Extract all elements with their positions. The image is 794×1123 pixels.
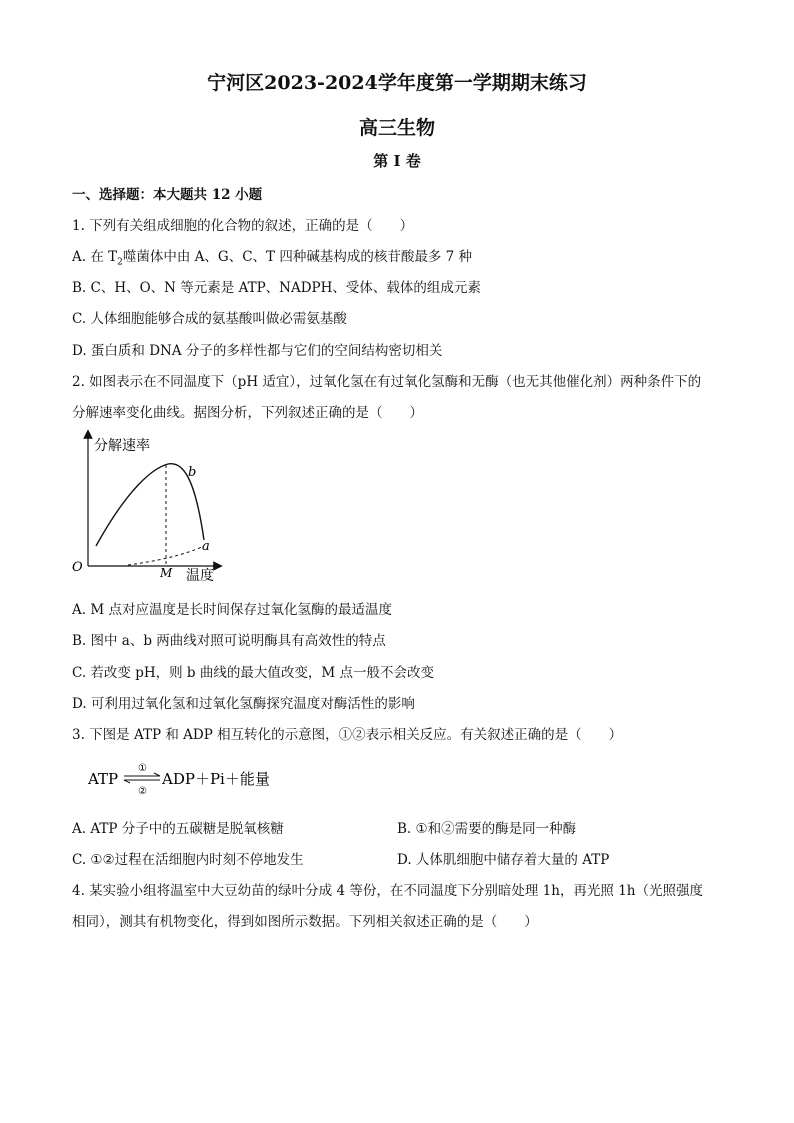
equation-right: ADP＋Pi＋能量 (162, 770, 270, 788)
q4-stem-line1: 4. 某实验小组将温室中大豆幼苗的绿叶分成 4 等份，在不同温度下分别暗处理 1h，再光照 1h（光照强度 (72, 883, 703, 899)
q1-option-a-sub: 2 (117, 257, 123, 268)
equation-top-arrow-label: ① (138, 763, 147, 774)
q4-stem-line2: 相同），测其有机物变化，得到如图所示数据。下列相关叙述正确的是（ ） (72, 914, 538, 930)
volume-label: 第 I 卷 (373, 152, 421, 170)
q2-option-d: D. 可利用过氧化氢和过氧化氢酶探究温度对酶活性的影响 (72, 696, 415, 712)
point-m-label: M (160, 566, 173, 580)
q3-option-d: D. 人体肌细胞中储存着大量的 ATP (397, 852, 610, 868)
q2-stem-line2: 分解速率变化曲线。据图分析，下列叙述正确的是（ ） (72, 405, 423, 421)
q3-stem: 3. 下图是 ATP 和 ADP 相互转化的示意图，①②表示相关反应。有关叙述正确的是（ ） (72, 727, 623, 743)
origin-label: O (72, 560, 83, 575)
q3-atp-adp-equation (84, 758, 304, 798)
curve-a (128, 547, 202, 565)
q1-option-b: B. C、H、O、N 等元素是 ATP、NADPH、受体、载体的组成元素 (72, 280, 481, 296)
q1-option-a (72, 245, 472, 268)
exam-title: 宁河区2023-2024学年度第一学期期末练习 (207, 72, 587, 94)
curve-a-label: a (202, 539, 210, 554)
subject-title: 高三生物 (358, 117, 435, 139)
q3-option-a: A. ATP 分子中的五碳糖是脱氧核糖 (72, 821, 284, 837)
q1-option-d: D. 蛋白质和 DNA 分子的多样性都与它们的空间结构密切相关 (72, 343, 443, 359)
q2-rate-temperature-graph (68, 428, 228, 588)
q1-stem: 1. 下列有关组成细胞的化合物的叙述，正确的是（ ） (72, 218, 414, 234)
q2-option-c: C. 若改变 pH，则 b 曲线的最大值改变，M 点一般不会改变 (72, 665, 434, 681)
q1-option-c: C. 人体细胞能够合成的氨基酸叫做必需氨基酸 (72, 311, 347, 327)
q1-option-a-post: 噬菌体中由 A、G、C、T 四种碱基构成的核苷酸最多 7 种 (122, 249, 472, 265)
section-heading: 一、选择题：本大题共 12 小题 (72, 187, 263, 203)
q1-option-a-pre: A. 在 T (72, 249, 118, 265)
q2-stem-line1: 2. 如图表示在不同温度下（pH 适宜），过氧化氢在有过氧化氢酶和无酶（也无其他催化剂）两种条件下的 (72, 374, 702, 390)
q3-option-c: C. ①②过程在活细胞内时刻不停地发生 (72, 852, 304, 868)
y-axis-label: 分解速率 (94, 438, 150, 454)
equation-bottom-arrow-label: ② (138, 786, 147, 797)
curve-b-label: b (188, 465, 197, 480)
equation-left: ATP (88, 770, 119, 788)
q2-option-b: B. 图中 a、b 两曲线对照可说明酶具有高效性的特点 (72, 633, 386, 649)
x-axis-label: 温度 (186, 568, 214, 584)
q3-option-b: B. ①和②需要的酶是同一种酶 (397, 821, 577, 837)
q2-option-a: A. M 点对应温度是长时间保存过氧化氢酶的最适温度 (72, 602, 392, 618)
